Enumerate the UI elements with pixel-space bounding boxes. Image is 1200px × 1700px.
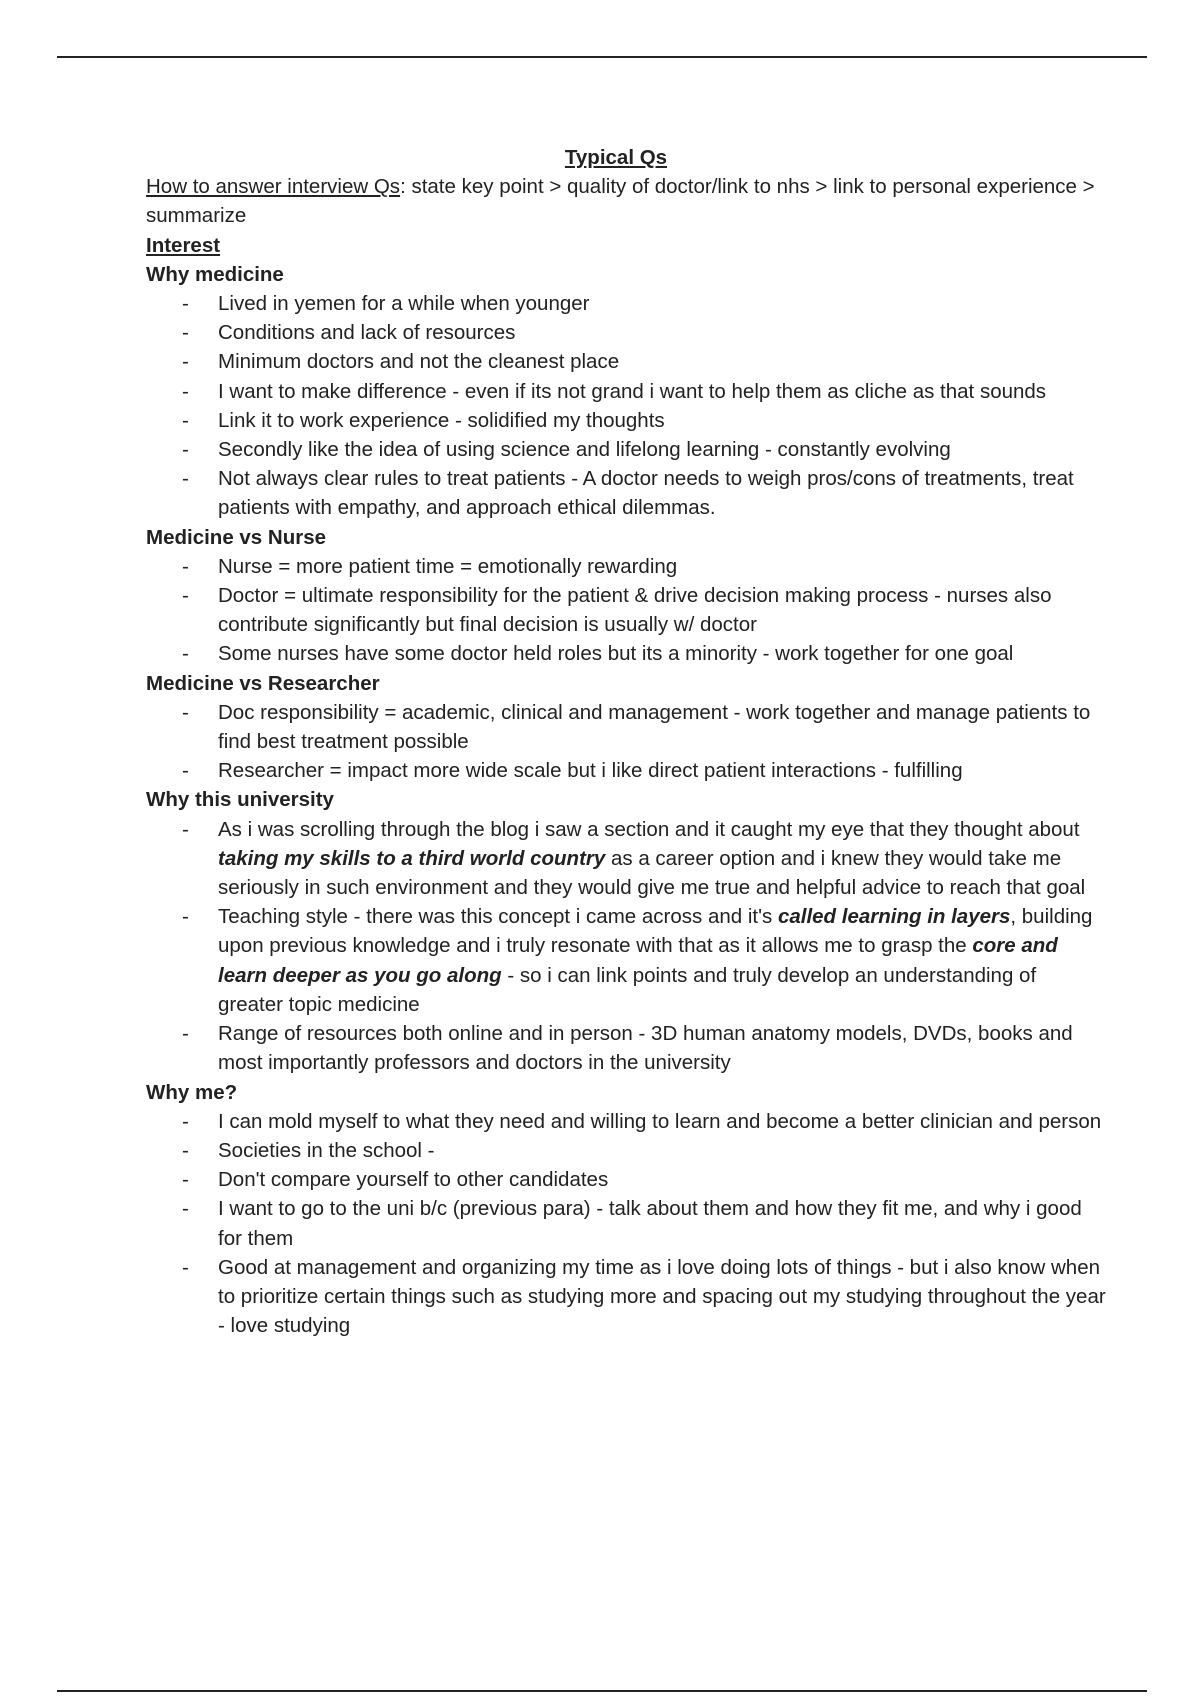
medicine-vs-researcher-heading: Medicine vs Researcher: [146, 671, 380, 695]
emphasis-text: taking my skills to a third world country: [218, 846, 606, 870]
why-me-list: [146, 1107, 1106, 1341]
list-item: - Minimum doctors and not the cleanest place: [146, 347, 1106, 376]
list-item: - Not always clear rules to treat patients - A doctor needs to weigh pros/cons of treatments, treat patients with empathy, and approach ethical dilemmas.: [146, 464, 1106, 522]
list-item: - Link it to work experience - solidified my thoughts: [146, 406, 1106, 435]
list-item: - I can mold myself to what they need and willing to learn and become a better clinician and person: [146, 1107, 1106, 1136]
list-item: - Societies in the school -: [146, 1136, 1106, 1165]
bottom-rule: [57, 1690, 1147, 1692]
bullet-dash: -: [182, 817, 189, 841]
emphasis-text: called learning in layers: [777, 905, 1011, 929]
list-item: - I want to make difference - even if its not grand i want to help them as cliche as that sounds: [146, 377, 1106, 406]
bullet-dash: -: [182, 408, 189, 432]
bullet-dash: -: [182, 759, 189, 783]
why-medicine-heading: Why medicine: [146, 262, 284, 286]
medicine-vs-researcher-list: [146, 698, 1106, 786]
list-item: - Range of resources both online and in person - 3D human anatomy models, DVDs, books and most importantly professors and doctors in the university: [146, 1019, 1106, 1077]
bullet-dash: -: [182, 1255, 189, 1279]
list-item: - Doctor = ultimate responsibility for the patient & drive decision making process - nurses also contribute significantly but final decision is usually w/ doctor: [146, 581, 1106, 639]
bullet-dash: -: [182, 1197, 189, 1221]
list-item: - Don't compare yourself to other candidates: [146, 1165, 1106, 1194]
bullet-dash: -: [182, 379, 189, 403]
list-item: - Researcher = impact more wide scale but i like direct patient interactions - fulfilling: [146, 756, 1106, 785]
list-item: - I want to go to the uni b/c (previous para) - talk about them and how they fit me, and why i good for them: [146, 1194, 1106, 1252]
why-medicine-list: [146, 289, 1106, 523]
top-rule: [57, 56, 1147, 58]
emphasis-text: core and learn deeper as you go along: [218, 934, 1058, 987]
list-item: - Some nurses have some doctor held roles but its a minority - work together for one goal: [146, 639, 1106, 668]
medicine-vs-nurse-heading: Medicine vs Nurse: [146, 525, 327, 549]
bullet-dash: -: [182, 584, 189, 608]
list-item: - Nurse = more patient time = emotionally rewarding: [146, 552, 1106, 581]
bullet-dash: -: [182, 1109, 189, 1133]
bullet-dash: -: [182, 1138, 189, 1162]
bullet-dash: -: [182, 642, 189, 666]
bullet-dash: -: [182, 700, 189, 724]
bullet-dash: -: [182, 321, 189, 345]
bullet-dash: -: [182, 292, 189, 316]
why-university-list: [146, 815, 1106, 1078]
bullet-dash: -: [182, 905, 189, 929]
list-item: - Conditions and lack of resources: [146, 318, 1106, 347]
intro-label: How to answer interview Qs: [146, 175, 401, 199]
bullet-dash: -: [182, 350, 189, 374]
list-item: - Doc responsibility = academic, clinical and management - work together and manage patients to find best treatment possible: [146, 698, 1106, 756]
bullet-dash: -: [182, 467, 189, 491]
bullet-dash: -: [182, 554, 189, 578]
list-item: - Lived in yemen for a while when younger: [146, 289, 1106, 318]
section-interest-heading: Interest: [146, 233, 221, 257]
bullet-dash: -: [182, 1168, 189, 1192]
list-item: - Good at management and organizing my time as i love doing lots of things - but i also know when to prioritize certain things such as studying more and spacing out my studying throughout the year - love studying: [146, 1253, 1106, 1341]
list-item: - Secondly like the idea of using science and lifelong learning - constantly evolving: [146, 435, 1106, 464]
why-university-heading: Why this university: [146, 788, 334, 812]
list-item: - As i was scrolling through the blog i saw a section and it caught my eye that they thought about taking my skills to a third world country as a career option and i knew they would take me seriously in such environment and they would give me true and helpful advice to reach that goal: [146, 815, 1106, 903]
medicine-vs-nurse-list: [146, 552, 1106, 669]
why-me-heading: Why me?: [146, 1080, 238, 1104]
document-body: [146, 143, 1106, 1340]
intro-paragraph: [146, 172, 1106, 230]
list-item: - Teaching style - there was this concept i came across and it's called learning in layers, building upon previous knowledge and i truly resonate with that as it allows me to grasp the core and learn deeper as you go along - so i can link points and truly develop an understanding of greater topic medicine: [146, 902, 1106, 1019]
bullet-dash: -: [182, 1022, 189, 1046]
intro-text: : state key point > quality of doctor/link to nhs > link to personal experience > summarize: [146, 175, 1095, 228]
bullet-dash: -: [182, 438, 189, 462]
page-title: Typical Qs: [564, 146, 668, 169]
